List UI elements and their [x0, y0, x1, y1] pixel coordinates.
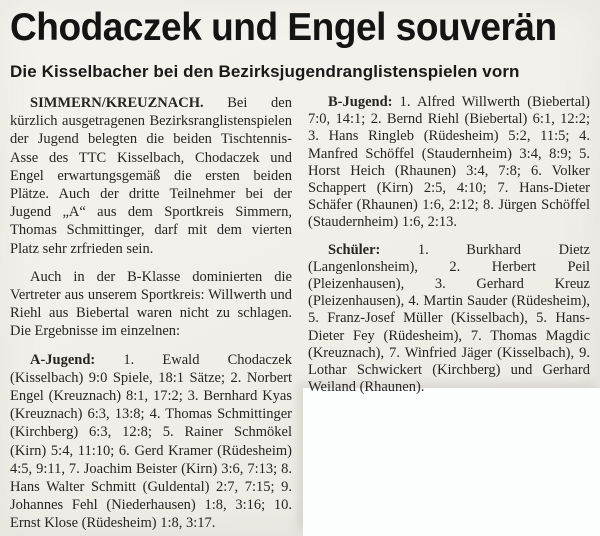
subheadline: Die Kisselbacher bei den Bezirksjugendranglistenspielen vorn	[10, 61, 520, 81]
paragraph-schueler-text: 1. Burkhard Dietz (Langenlonsheim), 2. Herbert Peil (Pleizenhausen), 3. Gerhard Kreuz (Pleizenhausen), 4. Martin Sauder (Rüdesheim), 5. Franz-Josef Müller (Kisselbach), 5. Hans-Dieter Fey (Rüdesheim), 7. Thomas Magdic (Kreuznach), 7. Winfried Jäger (Kisselbach), 9. Lothar Schwickert (Kirchberg) und Gerhard Weiland (Rhaunen).	[308, 241, 590, 396]
schueler-lead: Schüler:	[328, 241, 381, 258]
paragraph-b-klasse	[10, 268, 292, 341]
dateline-lead: SIMMERN/KREUZNACH.	[30, 94, 204, 111]
paragraph-intro-text: Bei den kürzlich ausgetragenen Bezirksranglistenspielen der Jugend belegten die beiden Tischtennis-Asse des TTC Kisselbach, Chodaczek und Engel erwartungsgemäß die ersten beiden Plätze. Auch der dritte Teilnehmer bei der Jugend „A“ aus dem Sportkreis Simmern, Thomas Schmittinger, darf mit dem vierten Platz sehr zrfrieden sein.	[10, 94, 292, 257]
paragraph-schueler	[308, 242, 590, 397]
right-column	[308, 94, 590, 536]
paragraph-a-jugend-text: 1. Ewald Chodaczek (Kisselbach) 9:0 Spiele, 18:1 Sätze; 2. Norbert Engel (Kreuznach) 8:1, 17:2; 3. Bernhard Kyas (Kreuznach) 6:3, 13:8; 4. Thomas Schmittinger (Kirchberg) 6:3, 12:8; 5. Rainer Schmökel (Kirn) 5:4, 11:10; 6. Gerd Kramer (Rüdesheim) 4:5, 9:11, 7. Joachim Beister (Kirn) 3:6, 7:13; 8. Hans Walter Schmitt (Guldental) 2:7, 7:15; 9. Johannes Fehl (Niederhausen) 1:8, 3:16; 10. Ernst Klose (Rüdesheim) 1:8, 3:17.	[10, 351, 292, 532]
b-jugend-lead: B-Jugend:	[328, 93, 393, 110]
a-jugend-lead: A-Jugend:	[30, 351, 96, 368]
paragraph-b-jugend	[308, 94, 590, 232]
headline: Chodaczek und Engel souverän	[10, 6, 557, 49]
paragraph-intro	[10, 94, 292, 258]
paragraph-b-jugend-text: 1. Alfred Willwerth (Biebertal) 7:0, 14:1; 2. Bernd Riehl (Biebertal) 6:1, 12:2; 3. Hans Ringleb (Rüdesheim) 5:2, 11:5; 4. Manfred Schöffel (Staudernheim) 3:4, 8:9; 5. Horst Heich (Rhaunen) 3:4, 7:8; 6. Volker Schappert (Kirn) 2:5, 4:10; 7. Hans-Dieter Schäfer (Rhaunen) 1:6, 2:12; 8. Jürgen Schöffel (Staudernheim) 1:6, 2:13.	[308, 93, 590, 231]
paragraph-b-klasse-text: Auch in der B-Klasse dominierten die Vertreter aus unserem Sportkreis: Willwerth und Riehl aus Biebertal waren nicht zu schlagen. Die Ergebnisse im einzelnen:	[10, 268, 292, 340]
paragraph-a-jugend	[10, 351, 292, 533]
article-columns	[10, 94, 590, 536]
left-column	[10, 94, 292, 536]
